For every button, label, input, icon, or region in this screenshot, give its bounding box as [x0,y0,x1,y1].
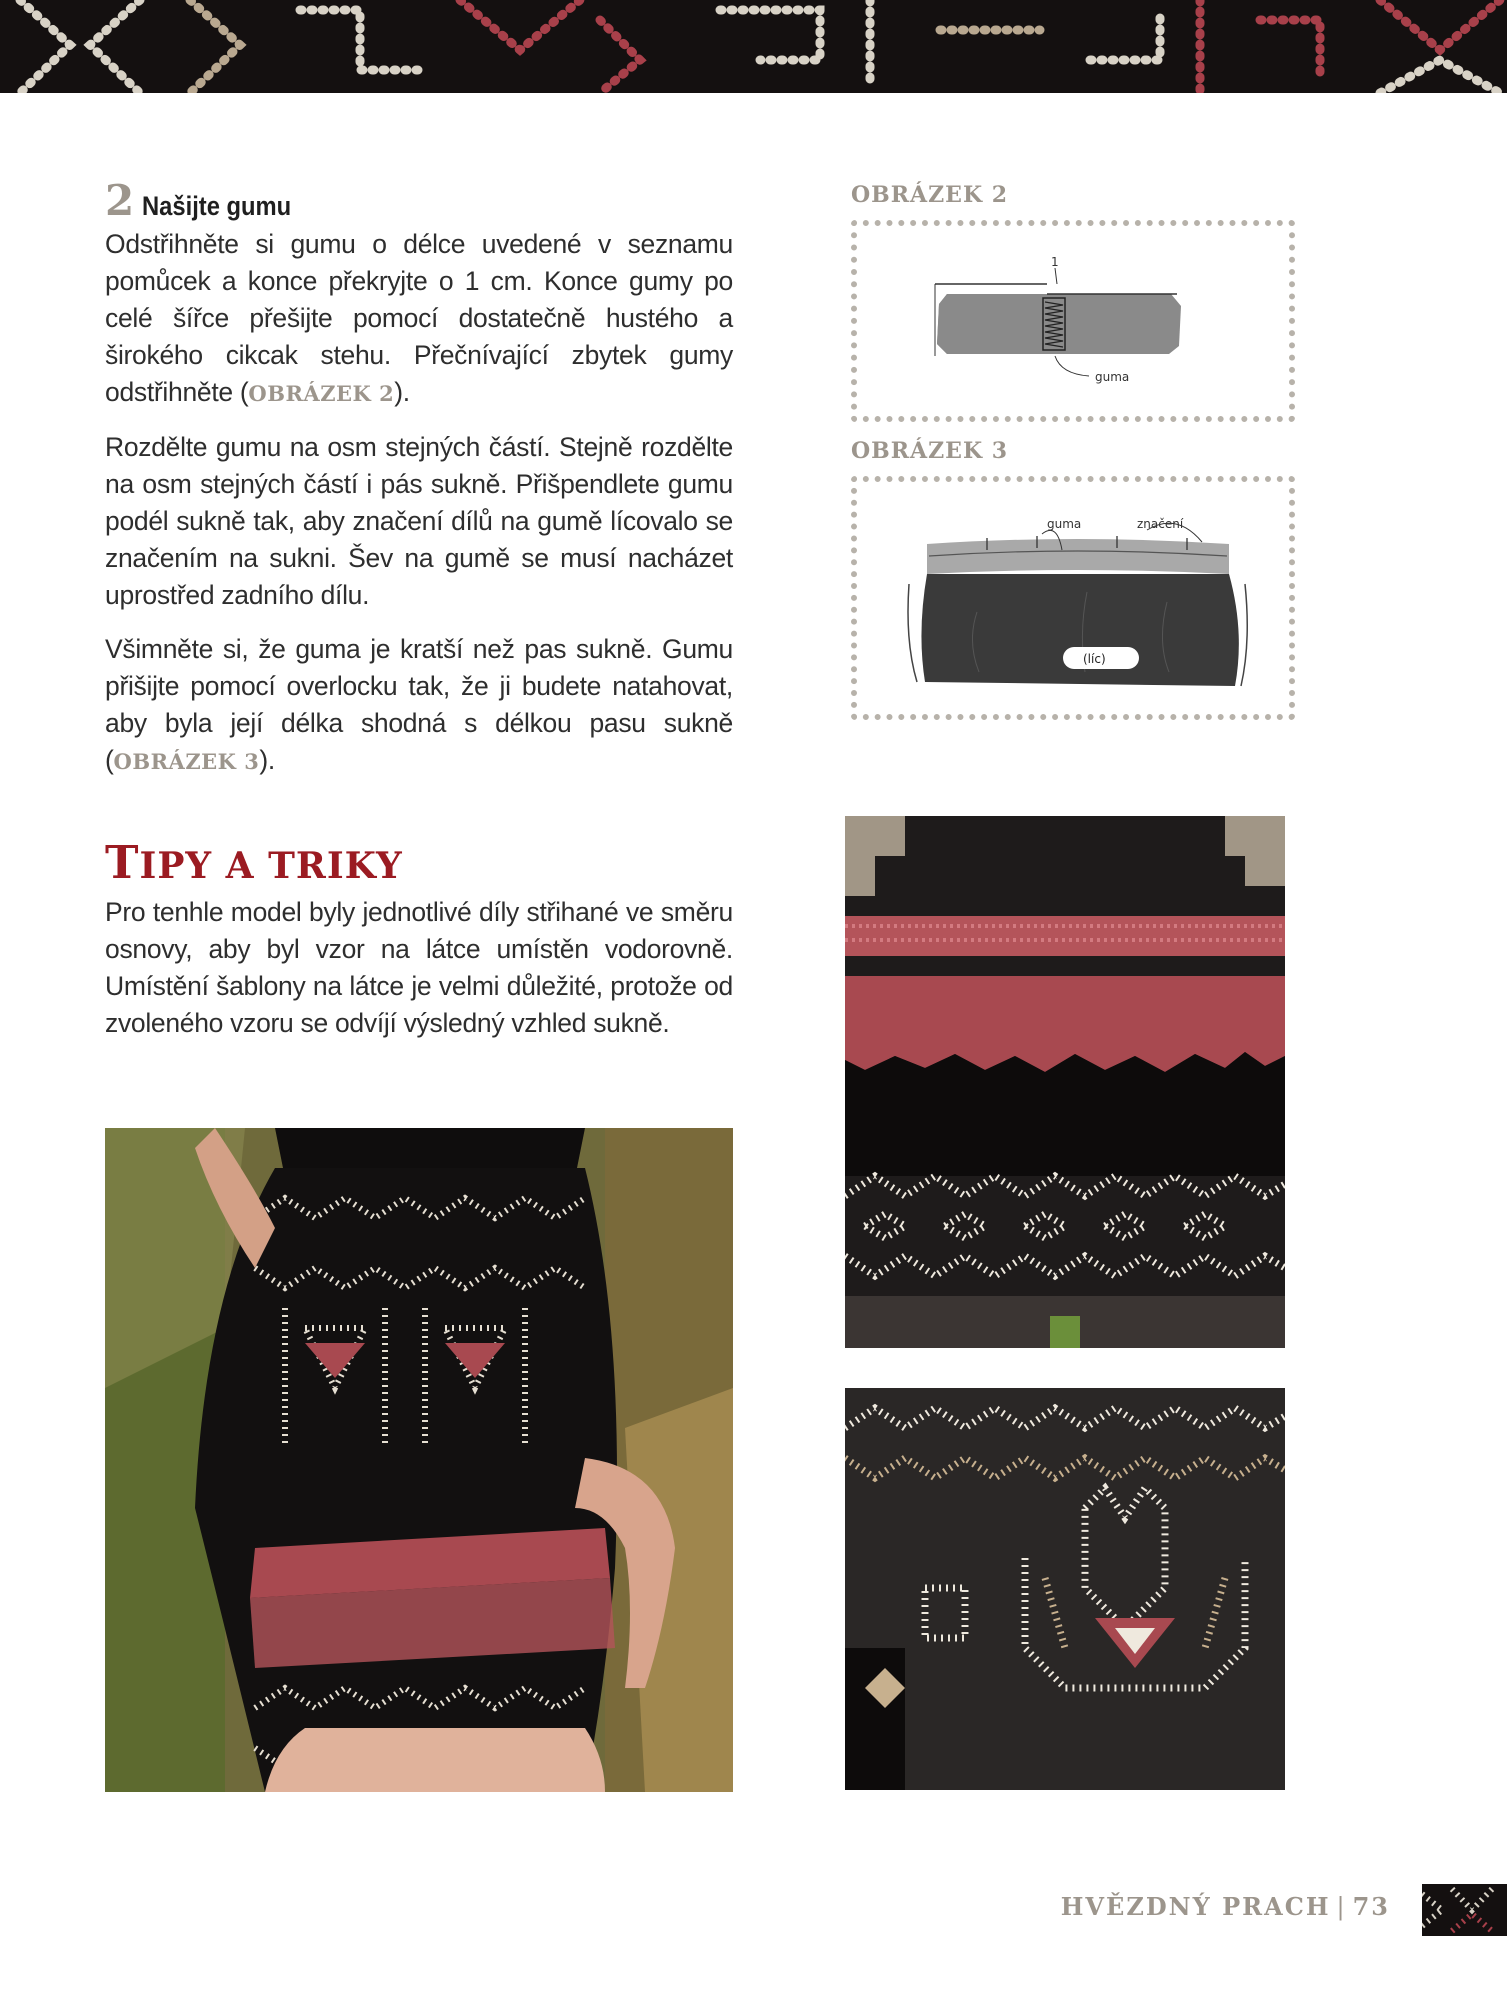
tips-section [105,838,733,1059]
sequin-motif-photo [845,1388,1285,1790]
figure-reference: OBRÁZEK 2 [248,381,395,406]
step-section [105,176,733,797]
figure-2-box [851,220,1295,422]
corner-sequin-image [1422,1884,1507,1936]
paragraph-text: Všimněte si, že guma je kratší než pas sukně. Gumu přišijte pomocí overlocku tak, že ji budete natahovat, aby byla její délka shodná s délkou pasu sukně ( [105,634,733,775]
measure-label: 1 [1051,255,1059,269]
step-title: Našijte gumu [142,191,292,221]
figure-2-label: OBRÁZEK 2 [851,182,1009,208]
step-paragraph-2: Rozdělte gumu na osm stejných částí. Stejně rozdělte na osm stejných částí i pás sukně. Přišpendlete gumu podél sukně tak, aby značení dílů na gumě lícovalo se značením na sukni. Šev na gumě se musí nacházet uprostřed zadního dílu. [105,432,733,610]
figure-reference: OBRÁZEK 3 [113,749,260,774]
elastic-label: guma [1047,517,1082,531]
section-title: HVĚZDNÝ PRACH [1060,1892,1331,1921]
step-paragraph-1 [105,226,733,412]
paragraph-text: Odstřihněte si gumu o délce uvedené v seznamu pomůcek a konce překryjte o 1 cm. Konce gumy po celé šířce přešijte pomocí dostatečně hustého a širokého cikcak stehu. Přečnívající zbytek gumy odstřihněte ( [105,229,733,407]
tips-title [105,838,733,888]
elastic-label: guma [1095,370,1130,384]
figure-3-label: OBRÁZEK 3 [851,438,1009,464]
step-number: 2 [105,176,135,225]
page-footer [1000,1892,1390,1921]
tips-title-rest: IPY A TRIKY [139,845,403,887]
skirt-outdoor-photo [105,1128,733,1792]
right-side-label: (líc) [1083,652,1106,666]
footer-separator: | [1336,1893,1347,1921]
paragraph-end: ). [394,377,410,407]
tips-text: Pro tenhle model byly jednotlivé díly střihané ve směru osnovy, aby byl vzor na látce umístěn vodorovně. Umístění šablony na látce je velmi důležité, protože od zvoleného vzoru se odvíjí výsledný vzhled sukně. [105,896,733,1038]
figure-3-box [851,476,1295,720]
page-number: 73 [1352,1892,1390,1921]
paragraph-end: ). [259,745,275,775]
tips-title-initial: T [105,836,140,889]
sequin-stripes-photo [845,816,1285,1348]
step-paragraph-3 [105,631,733,780]
step-heading [105,176,733,225]
elastic-diagram [857,226,1289,416]
skirt-diagram [857,482,1289,714]
marking-label: značení [1137,517,1184,531]
sequin-banner-image [0,0,1507,93]
